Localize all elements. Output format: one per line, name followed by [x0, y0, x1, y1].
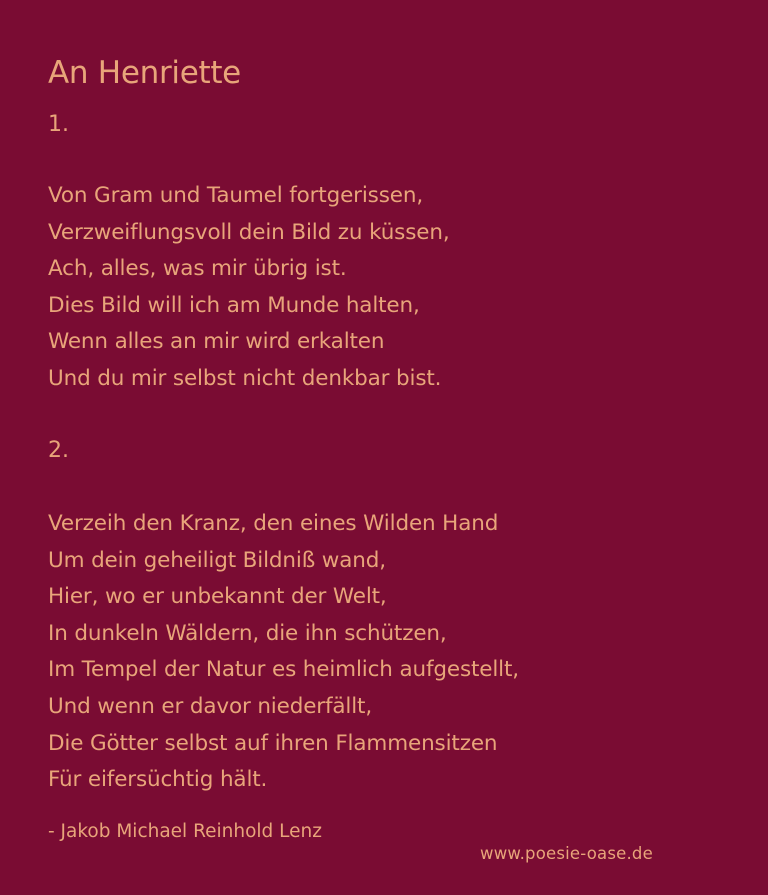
verse-line: Im Tempel der Natur es heimlich aufgestellt,: [48, 657, 519, 683]
verse-line: Wenn alles an mir wird erkalten: [48, 329, 385, 355]
poem-title: An Henriette: [48, 55, 241, 91]
stanza: [48, 506, 519, 799]
verse-line: In dunkeln Wäldern, die ihn schützen,: [48, 620, 447, 646]
stanza: [48, 178, 450, 398]
stanza-number: 1.: [48, 112, 69, 137]
verse-line: Verzeih den Kranz, den eines Wilden Hand: [48, 511, 499, 536]
verse-line: Die Götter selbst auf ihren Flammensitzen: [48, 730, 498, 756]
stanza-number: 2.: [48, 438, 69, 463]
verse-line: Und du mir selbst nicht denkbar bist.: [48, 365, 442, 391]
verse-line: Von Gram und Taumel fortgerissen,: [48, 183, 424, 208]
poem-author: - Jakob Michael Reinhold Lenz: [48, 821, 322, 842]
verse-line: Und wenn er davor niederfällt,: [48, 693, 373, 719]
verse-line: Hier, wo er unbekannt der Welt,: [48, 584, 387, 610]
verse-line: Verzweiflungsvoll dein Bild zu küssen,: [48, 219, 450, 245]
website-link[interactable]: www.poesie-oase.de: [480, 844, 653, 863]
verse-line: Um dein geheiligt Bildniß wand,: [48, 547, 386, 573]
verse-line: Für eifersüchtig hält.: [48, 767, 268, 793]
verse-line: Dies Bild will ich am Munde halten,: [48, 292, 420, 318]
verse-line: Ach, alles, was mir übrig ist.: [48, 256, 347, 282]
